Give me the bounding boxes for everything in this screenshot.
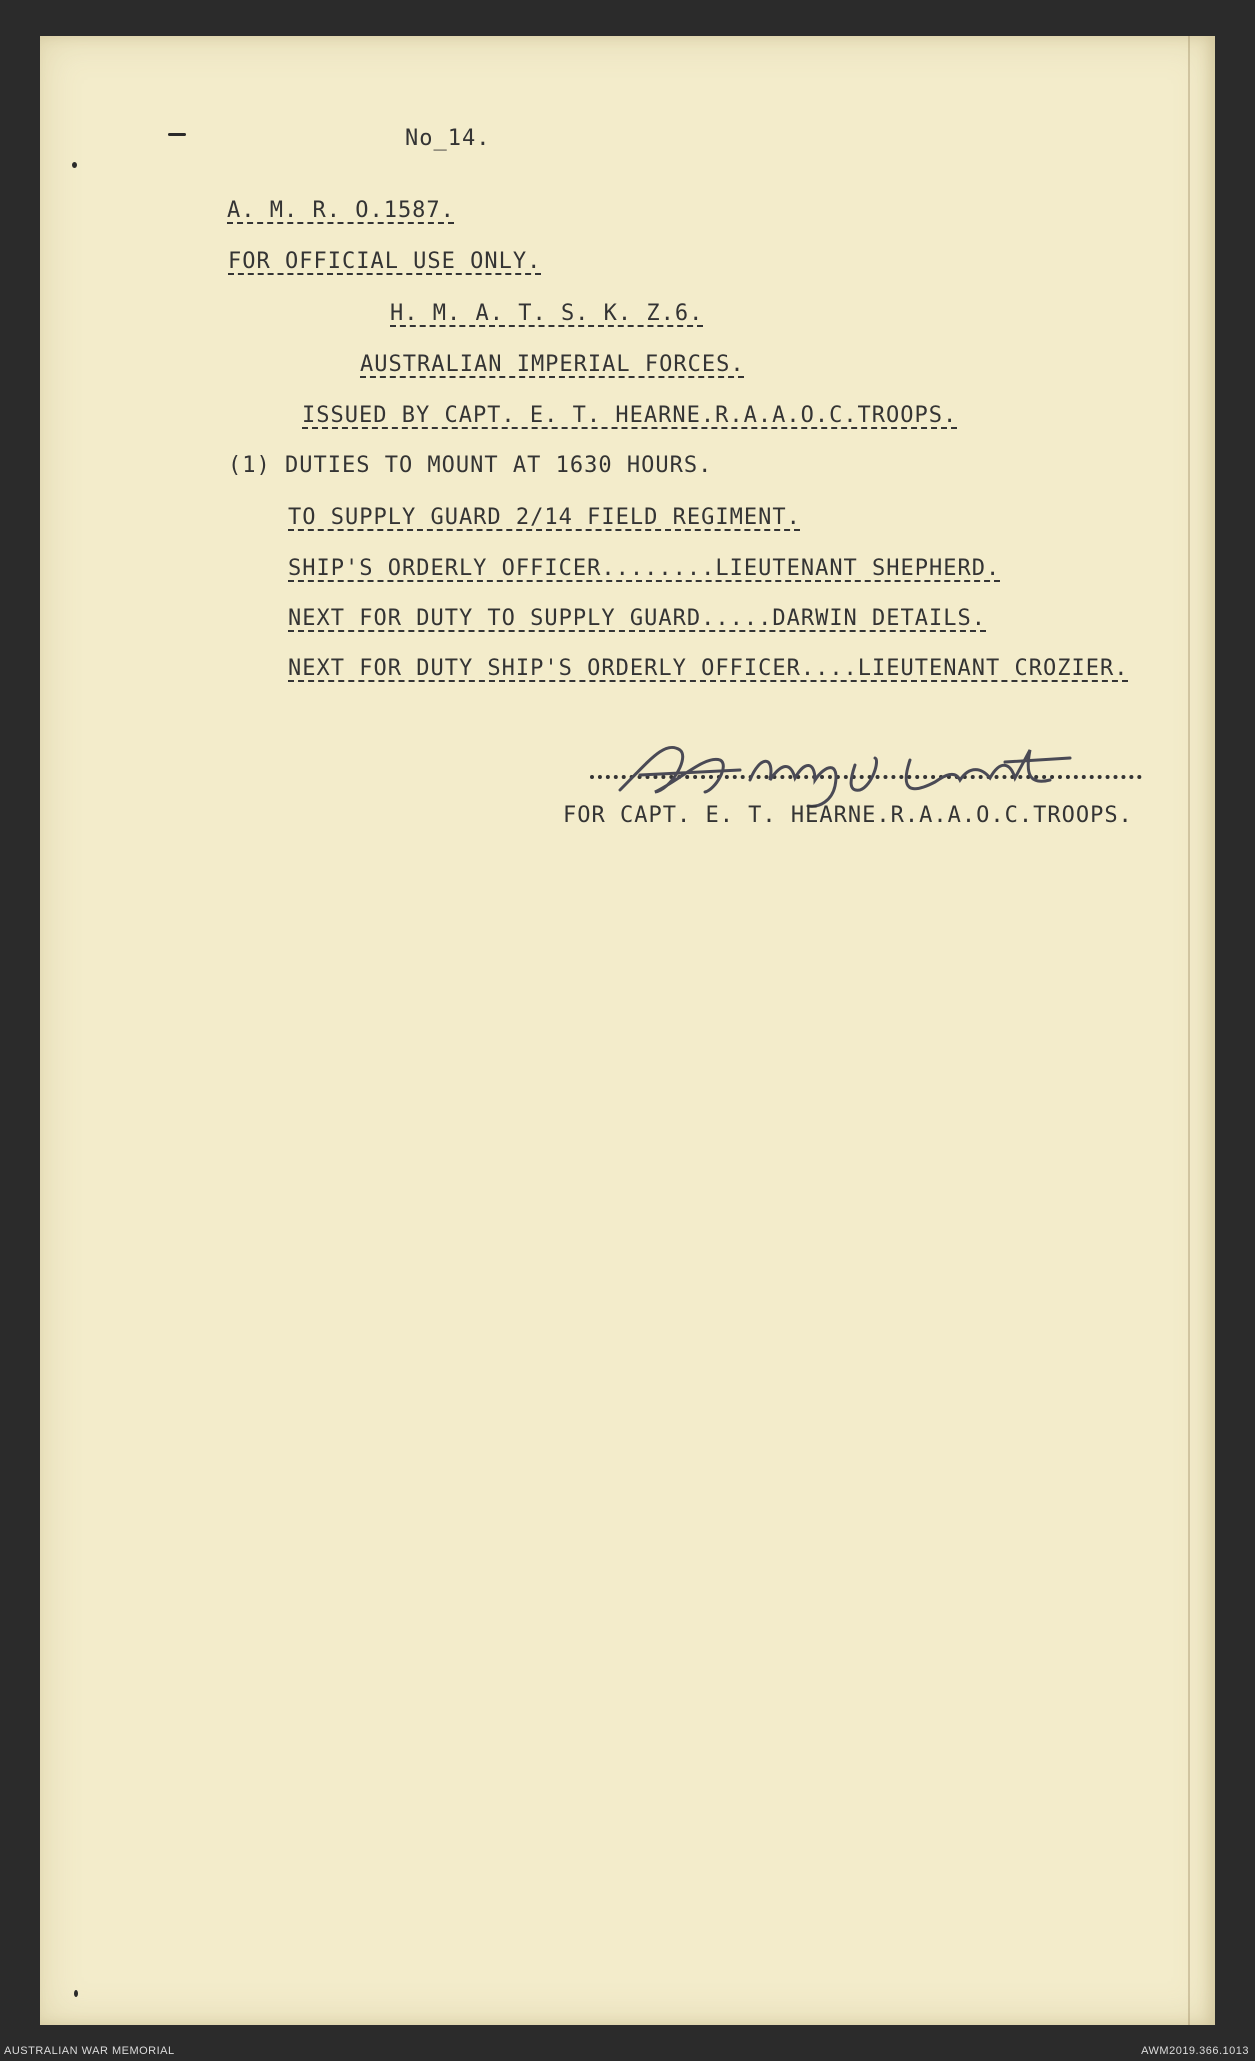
footer-accession-number: AWM2019.366.1013 [1141, 2045, 1249, 2057]
ink-mark [74, 1990, 78, 1997]
force-heading: AUSTRALIAN IMPERIAL FORCES. [360, 352, 745, 377]
supply-guard-line: TO SUPPLY GUARD 2/14 FIELD REGIMENT. [288, 505, 801, 530]
next-guard-line: NEXT FOR DUTY TO SUPPLY GUARD.....DARWIN DETAILS. [288, 606, 987, 631]
ink-mark [168, 133, 186, 136]
document-number: No_14. [405, 126, 491, 151]
handwritten-signature [610, 720, 1150, 810]
vessel-name: H. M. A. T. S. K. Z.6. [390, 301, 704, 326]
next-orderly-line: NEXT FOR DUTY SHIP'S ORDERLY OFFICER....LIEUTENANT CROZIER. [288, 656, 1129, 681]
footer-source: AUSTRALIAN WAR MEMORIAL [4, 2045, 175, 2057]
duty-item-1: (1) DUTIES TO MOUNT AT 1630 HOURS. [228, 453, 713, 478]
ink-mark [72, 162, 77, 168]
paper-crease [1188, 36, 1190, 2025]
reference-number: A. M. R. O.1587. [227, 198, 455, 223]
issued-by: ISSUED BY CAPT. E. T. HEARNE.R.A.A.O.C.TROOPS. [302, 403, 958, 428]
orderly-officer-line: SHIP'S ORDERLY OFFICER........LIEUTENANT SHEPHERD. [288, 556, 1001, 581]
classification: FOR OFFICIAL USE ONLY. [228, 249, 542, 274]
document-page [40, 36, 1215, 2025]
signature-caption: FOR CAPT. E. T. HEARNE.R.A.A.O.C.TROOPS. [563, 803, 1133, 828]
